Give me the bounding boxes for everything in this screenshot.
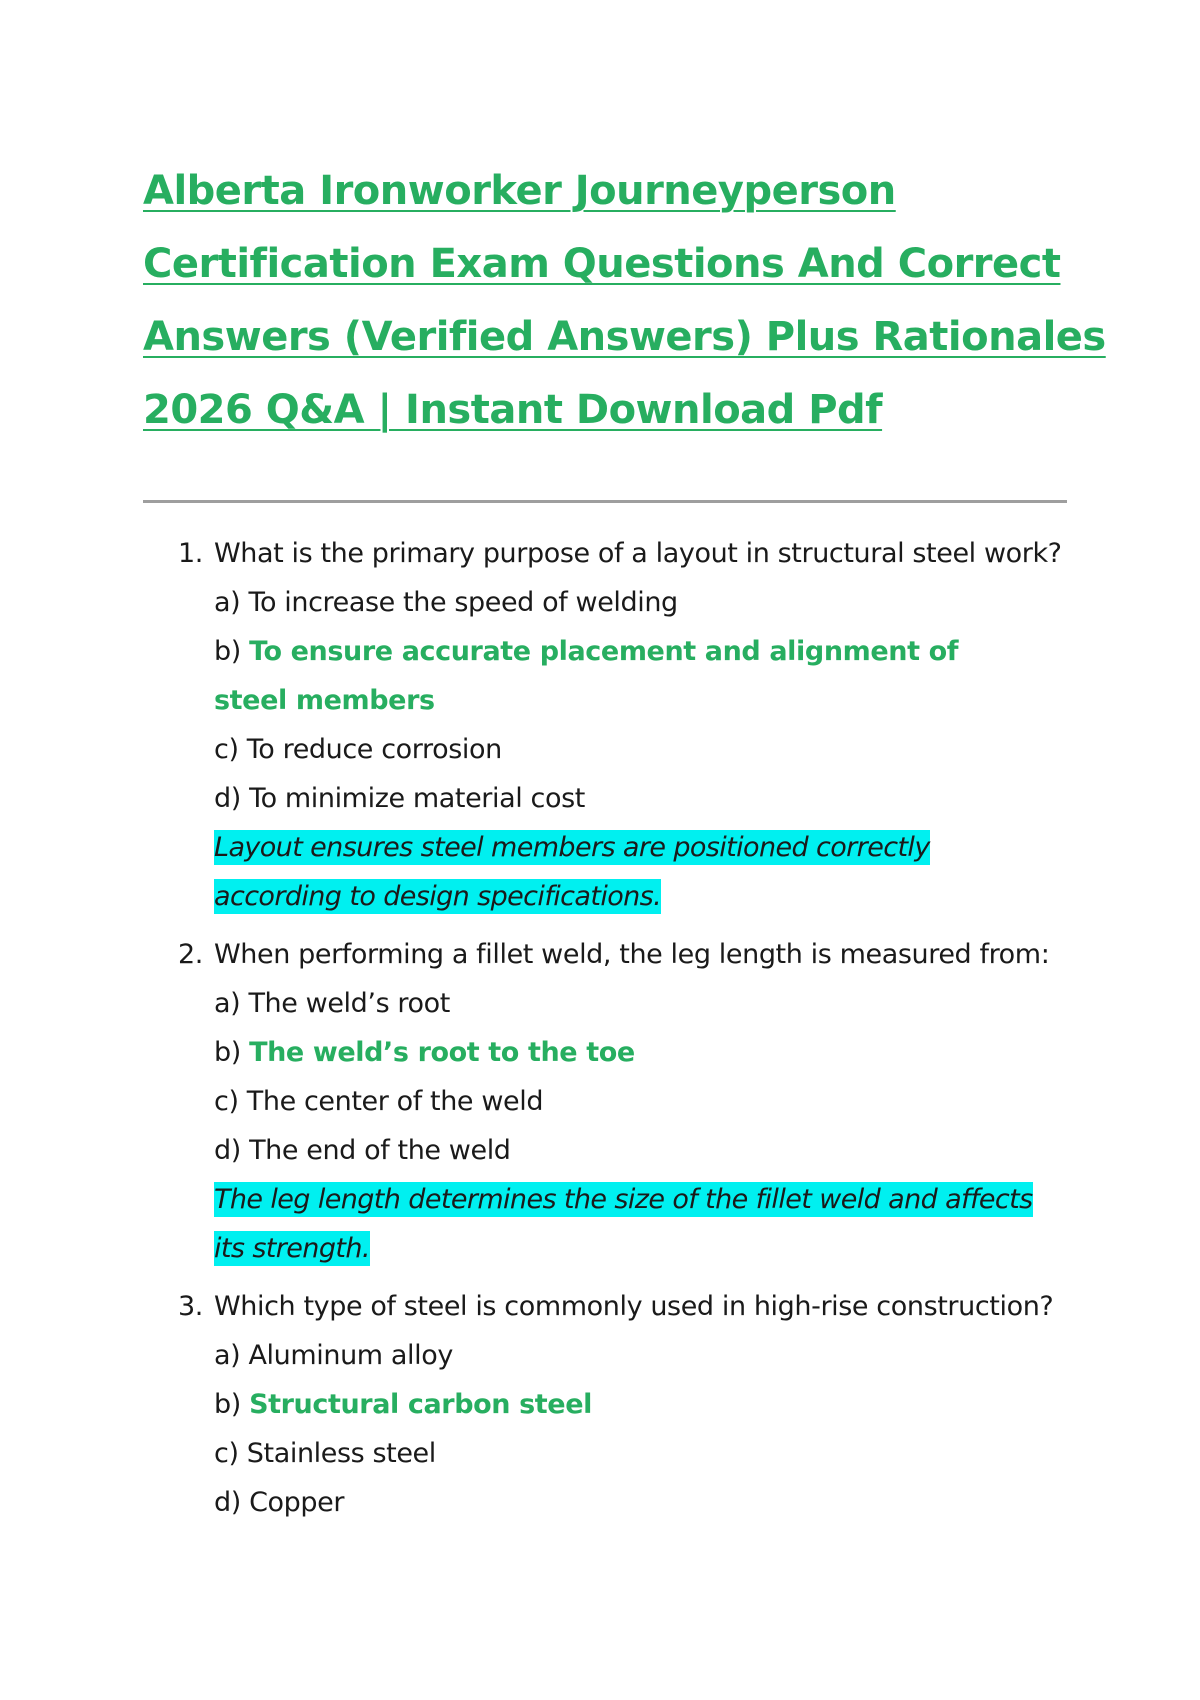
horizontal-divider (143, 500, 1067, 503)
question-number: 2. (178, 939, 203, 970)
document-title (143, 155, 1106, 447)
option-prefix: c) (214, 1438, 239, 1469)
option-prefix: a) (214, 988, 241, 1019)
question-item (178, 931, 1078, 1273)
correct-answer-text: Structural carbon steel (249, 1389, 592, 1420)
question-text: When performing a fillet weld, the leg length is measured from: (214, 939, 1050, 970)
option-list (214, 979, 1078, 1175)
option-b (214, 1028, 1078, 1077)
option-text: Aluminum alloy (248, 1340, 453, 1371)
option-list (214, 578, 1078, 823)
option-b (214, 627, 974, 725)
rationale-text: The leg length determines the size of the fillet weld and affects its strength. (214, 1184, 1033, 1264)
option-d (214, 1478, 1078, 1527)
option-a (214, 1331, 1078, 1380)
option-prefix: d) (214, 1135, 241, 1166)
title-line: Certification Exam Questions And Correct (143, 241, 1061, 287)
option-prefix: b) (214, 1037, 241, 1068)
option-c (214, 1429, 1078, 1478)
option-d (214, 774, 1078, 823)
option-prefix: a) (214, 1340, 241, 1371)
title-line: Answers (Verified Answers) Plus Rationales (143, 314, 1106, 360)
option-text: To increase the speed of welding (248, 587, 678, 618)
option-prefix: c) (214, 734, 239, 765)
rationale-highlight (214, 823, 1054, 921)
title-line: 2026 Q&A | Instant Download Pdf (143, 387, 883, 433)
option-text: The end of the weld (249, 1135, 511, 1166)
option-prefix: d) (214, 1487, 241, 1518)
question-number: 3. (178, 1291, 203, 1322)
option-text: Copper (249, 1487, 345, 1518)
correct-answer-text: The weld’s root to the toe (249, 1037, 635, 1068)
option-a (214, 979, 1078, 1028)
option-c (214, 725, 1078, 774)
option-text: To reduce corrosion (246, 734, 502, 765)
option-text: To minimize material cost (249, 783, 585, 814)
question-number: 1. (178, 538, 203, 569)
option-d (214, 1126, 1078, 1175)
question-item (178, 530, 1078, 921)
question-text: Which type of steel is commonly used in high-rise construction? (214, 1291, 1054, 1322)
option-list (214, 1331, 1078, 1527)
option-b (214, 1380, 1078, 1429)
option-a (214, 578, 1078, 627)
option-prefix: d) (214, 783, 241, 814)
option-prefix: c) (214, 1086, 239, 1117)
title-line: Alberta Ironworker Journeyperson (143, 168, 896, 214)
rationale-highlight (214, 1175, 1054, 1273)
option-prefix: b) (214, 1389, 241, 1420)
rationale-text: Layout ensures steel members are positioned correctly according to design specifications. (214, 832, 930, 912)
question-text: What is the primary purpose of a layout in structural steel work? (214, 538, 1062, 569)
option-text: The weld’s root (248, 988, 450, 1019)
question-item (178, 1283, 1078, 1527)
question-list (178, 530, 1078, 1537)
option-prefix: a) (214, 587, 241, 618)
correct-answer-text: To ensure accurate placement and alignment of steel members (214, 636, 959, 716)
option-text: The center of the weld (246, 1086, 544, 1117)
option-prefix: b) (214, 636, 241, 667)
option-c (214, 1077, 1078, 1126)
option-text: Stainless steel (246, 1438, 436, 1469)
